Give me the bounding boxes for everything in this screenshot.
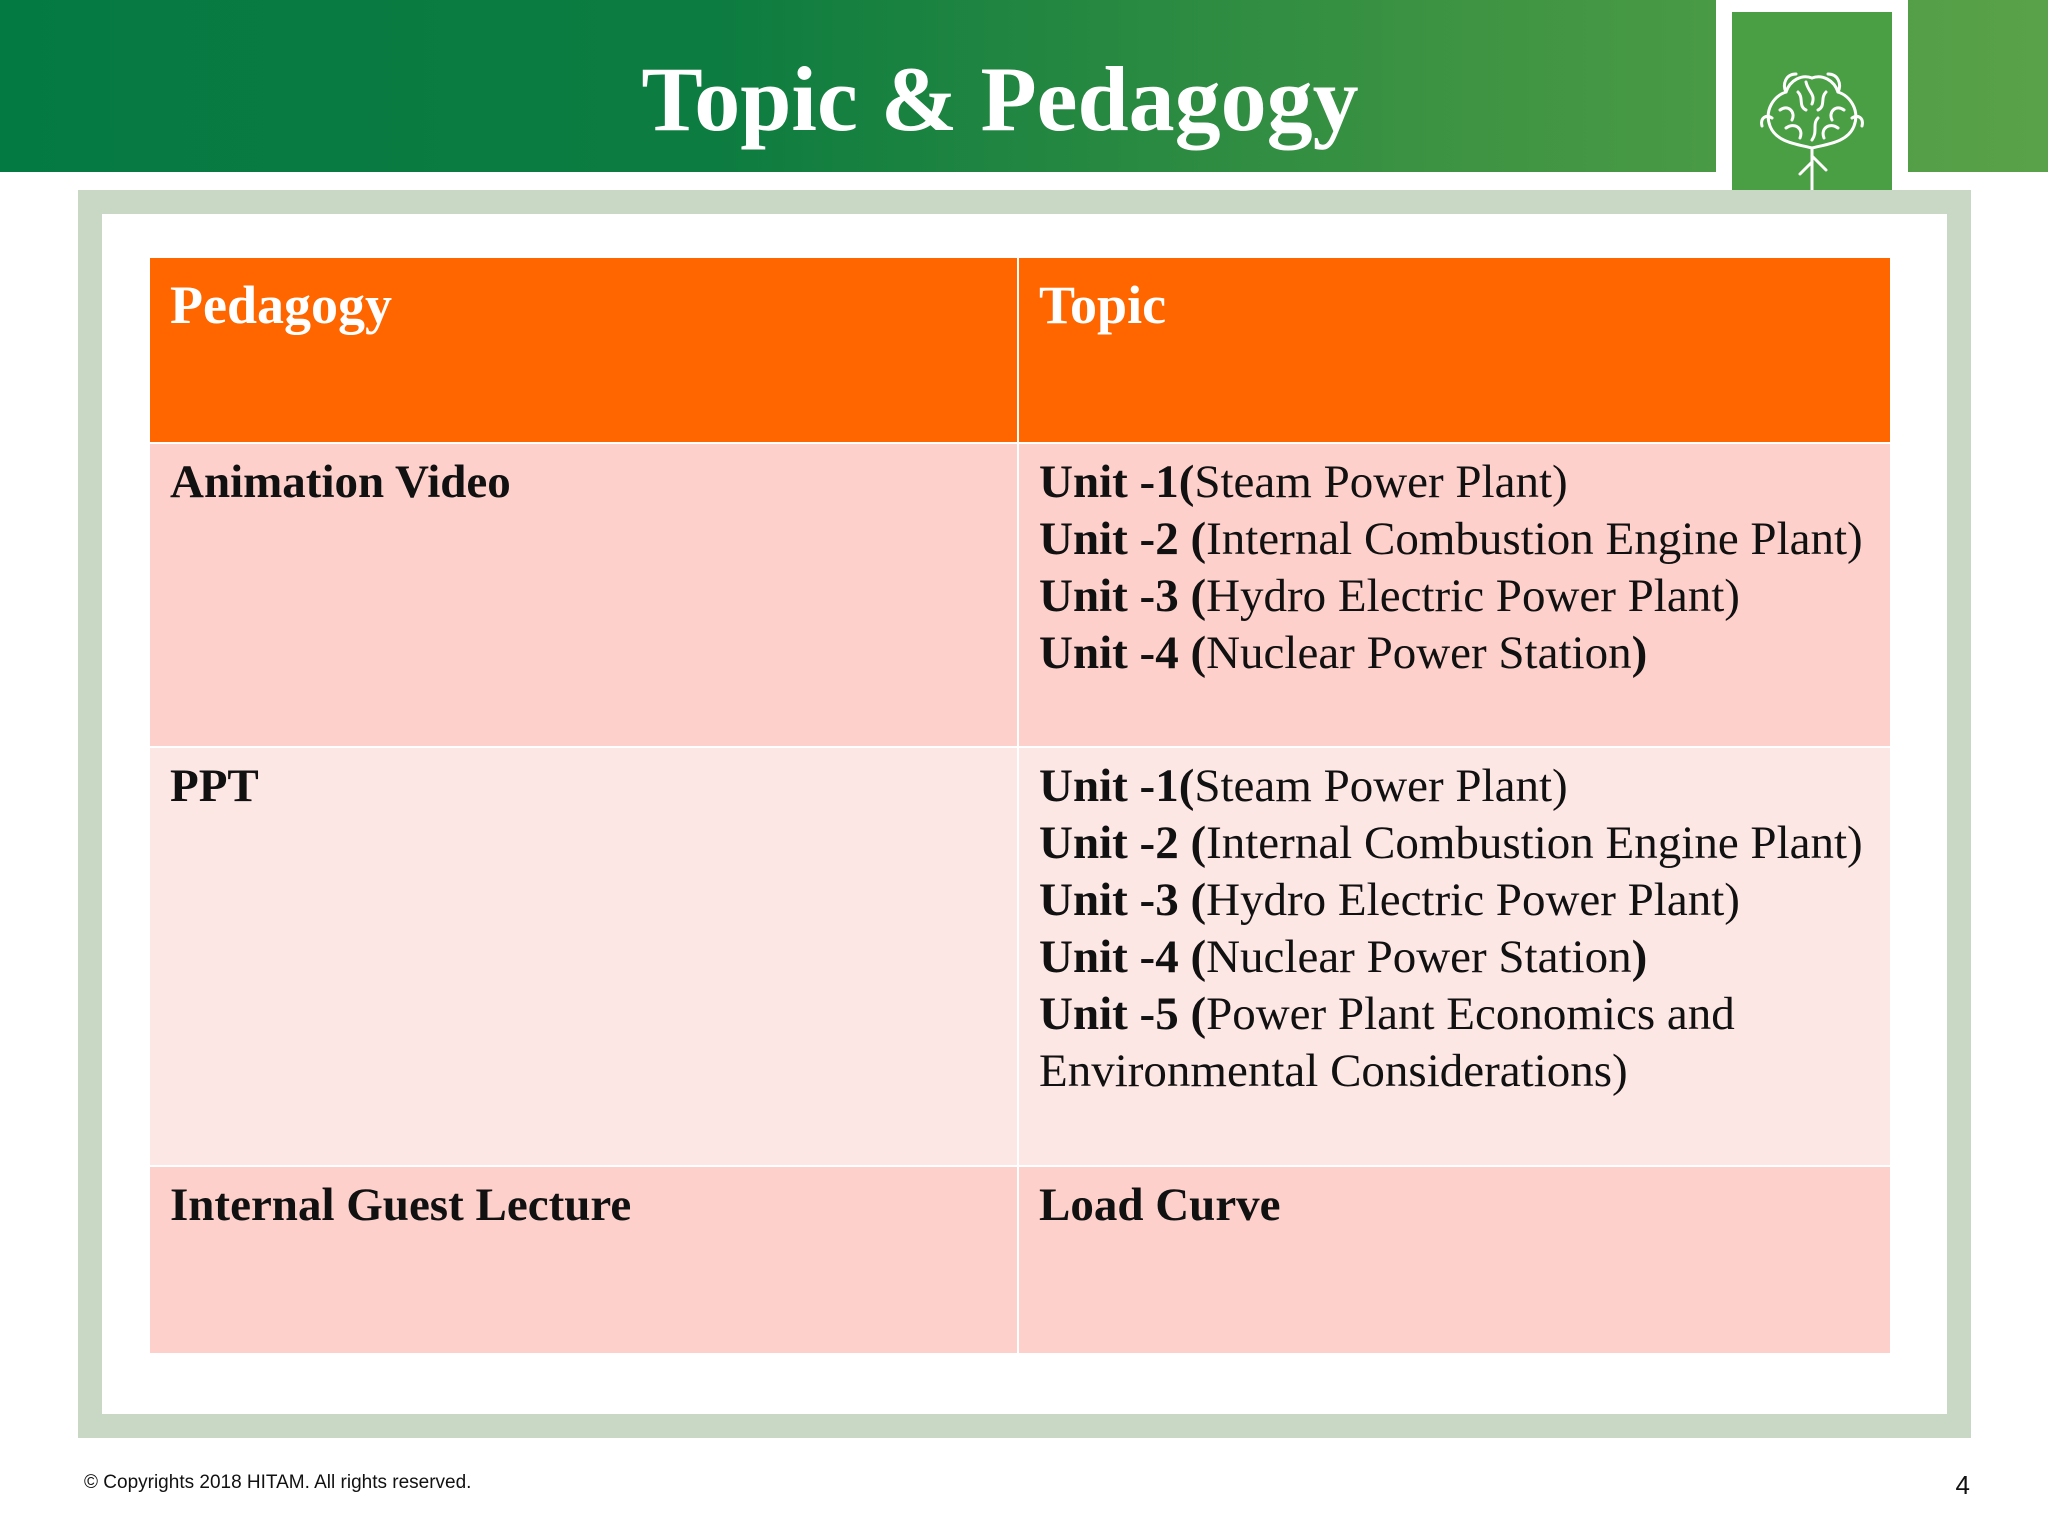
unit-title: Internal Combustion Engine Plant)	[1206, 817, 1863, 869]
copyright-footer: © Copyrights 2018 HITAM. All rights reserved.	[84, 1472, 472, 1493]
pedagogy-cell: Animation Video	[149, 443, 1018, 747]
unit-title: Nuclear Power Station	[1206, 627, 1632, 679]
unit-title: Internal Combustion Engine Plant)	[1206, 513, 1863, 565]
unit-number: Unit -3 (	[1039, 570, 1207, 622]
unit-title: Nuclear Power Station	[1206, 931, 1632, 983]
unit-number: Unit -2 (	[1039, 817, 1207, 869]
topic-line	[1039, 568, 1870, 625]
header-topic: Topic	[1018, 257, 1891, 443]
unit-title: Steam Power Plant)	[1194, 456, 1568, 508]
unit-number: Unit -5 (	[1039, 988, 1207, 1040]
unit-title: Hydro Electric Power Plant)	[1206, 570, 1740, 622]
topic-line	[1039, 872, 1870, 929]
unit-number: Unit -1(	[1039, 760, 1195, 812]
header-pedagogy: Pedagogy	[149, 257, 1018, 443]
pedagogy-cell: PPT	[149, 747, 1018, 1166]
topic-line	[1039, 986, 1870, 1100]
unit-title: Steam Power Plant)	[1194, 760, 1568, 812]
table-header-row	[149, 257, 1891, 443]
table-row	[149, 747, 1891, 1166]
topic-cell	[1018, 747, 1891, 1166]
unit-number: Unit -2 (	[1039, 513, 1207, 565]
topic-cell	[1018, 443, 1891, 747]
topic-line	[1039, 454, 1870, 511]
topic-line	[1039, 929, 1870, 986]
tree-brain-icon	[1746, 52, 1878, 192]
table-row	[149, 1166, 1891, 1354]
unit-number: Unit -1(	[1039, 456, 1195, 508]
unit-number: Unit -4 (	[1039, 627, 1207, 679]
unit-number: Unit -3 (	[1039, 874, 1207, 926]
pedagogy-cell: Internal Guest Lecture	[149, 1166, 1018, 1354]
page-number: 4	[1955, 1470, 1970, 1500]
unit-title: Hydro Electric Power Plant)	[1206, 874, 1740, 926]
topic-line	[1039, 511, 1870, 568]
topic-line	[1039, 625, 1870, 682]
topic-cell: Load Curve	[1018, 1166, 1891, 1354]
unit-number: Unit -4 (	[1039, 931, 1207, 983]
topic-line	[1039, 815, 1870, 872]
unit-title: Power Plant Economics and Environmental Considerations)	[1039, 988, 1735, 1097]
unit-close: )	[1631, 627, 1648, 679]
table-row	[149, 443, 1891, 747]
unit-close: )	[1631, 931, 1648, 983]
topic-line	[1039, 758, 1870, 815]
pedagogy-table	[148, 256, 1892, 1355]
slide-title: Topic & Pedagogy	[641, 48, 1359, 150]
